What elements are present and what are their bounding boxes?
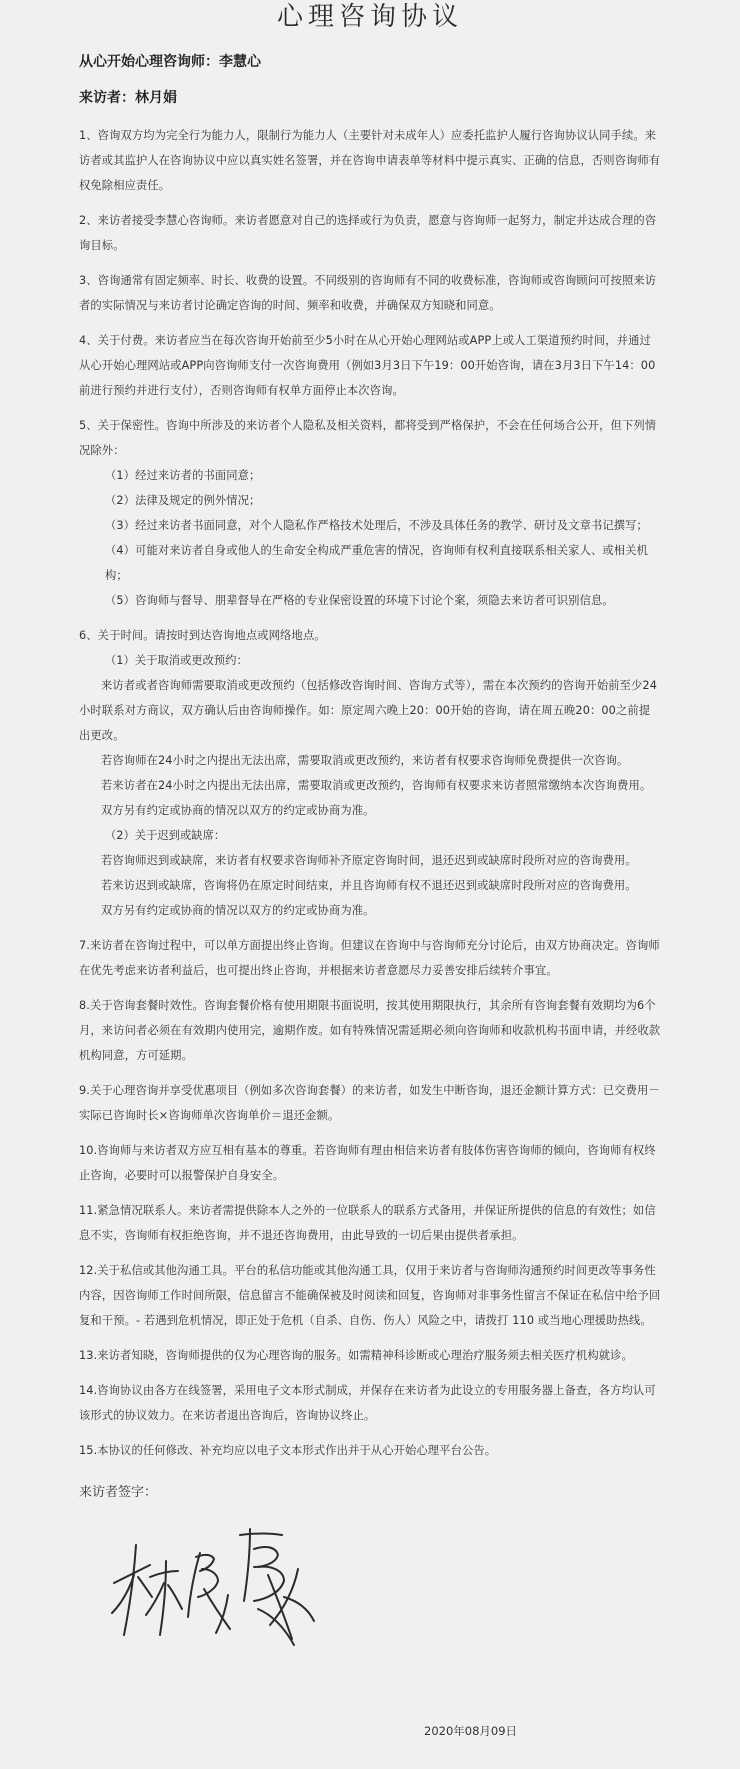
clause-12: 12.关于私信或其他沟通工具。平台的私信功能或其他沟通工具，仅用于来访者与咨询师沟通预约时间更改等事务性内容，因咨询师工作时间所限，信息留言不能确保被及时阅读和回复，咨询师对非事务性留言不保证在私信中给予回复和干预。- 若遇到危机情况，即正处于危机（自杀、自伤、伤人）风险之中，请拨打 110 或当地心理援助热线。 <box>79 1264 661 1327</box>
clause-7: 7.来访者在咨询过程中，可以单方面提出终止咨询。但建议在咨询中与咨询师充分讨论后，由双方协商决定。咨询师在优先考虑来访者利益后，也可提出终止咨询，并根据来访者意愿尽力妥善安排后续转介事宜。 <box>79 939 660 977</box>
page-title: 心理咨询协议 <box>276 2 463 32</box>
clause-11: 11.紧急情况联系人。来访者需提供除本人之外的一位联系人的联系方式备用，并保证所提供的信息的有效性；如信息不实，咨询师有权拒绝咨询，并不退还咨询费用，由此导致的一切后果由提供者承担。 <box>79 1204 656 1242</box>
signature-label: 来访者签字： <box>79 1485 158 1500</box>
clause-6-paragraph: 双方另有约定或协商的情况以双方的约定或协商为准。 <box>101 804 375 817</box>
clause-3: 3、咨询通常有固定频率、时长、收费的设置。不同级别的咨询师有不同的收费标准，咨询师或咨询顾问可按照来访者的实际情况与来访者讨论确定咨询的时间、频率和收费，并确保双方知晓和同意。 <box>79 274 657 312</box>
handwritten-signature <box>108 1505 328 1665</box>
clause-6-subheading: （2）关于迟到或缺席： <box>105 829 226 842</box>
clause-4: 4、关于付费。来访者应当在每次咨询开始前至少5小时在从心开始心理网站或APP上或人工渠道预约时间，并通过从心开始心理网站或APP向咨询师支付一次咨询费用（例如3月3日下午19：00开始咨询，请在3月3日下午14：00前进行预约并进行支付），否则咨询师有权单方面停止本次咨询。 <box>79 334 656 397</box>
clause-5-item: （4）可能对来访者自身或他人的生命安全构成严重危害的情况，咨询师有权利直接联系相关家人、或相关机构； <box>105 544 648 582</box>
clause-5: 5、关于保密性。咨询中所涉及的来访者个人隐私及相关资料，都将受到严格保护，不会在任何场合公开，但下列情况除外： <box>79 419 657 457</box>
clause-6-paragraph: 来访者或者咨询师需要取消或更改预约（包括修改咨询时间、咨询方式等），需在本次预约的咨询开始前至少24小时联系对方商议，双方确认后由咨询师操作。如：原定周六晚上20：00开始的咨询，请在周五晚20：00之前提出更改。 <box>79 679 657 742</box>
clause-5-item: （2）法律及规定的例外情况； <box>105 494 261 507</box>
clause-5-item: （1）经过来访者的书面同意； <box>105 469 261 482</box>
clause-8: 8.关于咨询套餐时效性。咨询套餐价格有使用期限书面说明，按其使用期限执行，其余所有咨询套餐有效期均为6个月，来访问者必须在有效期内使用完，逾期作废。如有特殊情况需延期必须向咨询师和收款机构书面申请，并经收款机构同意，方可延期。 <box>79 999 661 1062</box>
clause-6: 6、关于时间。请按时到达咨询地点或网络地点。 <box>79 629 326 642</box>
clause-15: 15.本协议的任何修改、补充均应以电子文本形式作出并于从心开始心理平台公告。 <box>79 1444 497 1457</box>
clause-14: 14.咨询协议由各方在线签署，采用电子文本形式制成，并保存在来访者为此设立的专用服务器上备查，各方均认可该形式的协议效力。在来访者退出咨询后，咨询协议终止。 <box>79 1384 656 1422</box>
clause-6-paragraph: 若来访者在24小时之内提出无法出席，需要取消或更改预约，咨询师有权要求来访者照常缴纳本次咨询费用。 <box>101 779 652 792</box>
counselor-line: 从心开始心理咨询师：李慧心 <box>79 54 261 70</box>
clause-6-subheading: （1）关于取消或更改预约： <box>105 654 248 667</box>
clause-13: 13.来访者知晓，咨询师提供的仅为心理咨询的服务。如需精神科诊断或心理治疗服务须去相关医疗机构就诊。 <box>79 1349 633 1362</box>
clause-1: 1、咨询双方均为完全行为能力人，限制行为能力人（主要针对未成年人）应委托监护人履行咨询协议认同手续。来访者或其监护人在咨询协议中应以真实姓名签署，并在咨询申请表单等材料中提示真实、正确的信息，否则咨询师有权免除相应责任。 <box>79 129 661 192</box>
clause-6-paragraph: 若咨询师迟到或缺席，来访者有权要求咨询师补齐原定咨询时间，退还迟到或缺席时段所对应的咨询费用。 <box>101 854 637 867</box>
client-line: 来访者：林月娟 <box>79 90 177 106</box>
signing-date: 2020年08月09日 <box>424 1724 518 1738</box>
clause-2: 2、来访者接受李慧心咨询师。来访者愿意对自己的选择或行为负责，愿意与咨询师一起努力，制定并达成合理的咨询目标。 <box>79 214 657 252</box>
clause-6-paragraph: 若咨询师在24小时之内提出无法出席，需要取消或更改预约，来访者有权要求咨询师免费提供一次咨询。 <box>101 754 629 767</box>
clause-6-paragraph: 双方另有约定或协商的情况以双方的约定或协商为准。 <box>101 904 375 917</box>
clause-5-item: （5）咨询师与督导、朋辈督导在严格的专业保密设置的环境下讨论个案，须隐去来访者可识别信息。 <box>105 594 614 607</box>
clause-10: 10.咨询师与来访者双方应互相有基本的尊重。若咨询师有理由相信来访者有肢体伤害咨询师的倾向，咨询师有权终止咨询，必要时可以报警保护自身安全。 <box>79 1144 656 1182</box>
clause-6-paragraph: 若来访迟到或缺席，咨询将仍在原定时间结束，并且咨询师有权不退还迟到或缺席时段所对应的咨询费用。 <box>101 879 637 892</box>
clause-9: 9.关于心理咨询并享受优惠项目（例如多次咨询套餐）的来访者，如发生中断咨询，退还金额计算方式：已交费用－实际已咨询时长×咨询师单次咨询单价＝退还金额。 <box>79 1084 660 1122</box>
clause-5-item: （3）经过来访者书面同意，对个人隐私作严格技术处理后，不涉及具体任务的教学、研讨及文章书记撰写； <box>105 519 648 532</box>
